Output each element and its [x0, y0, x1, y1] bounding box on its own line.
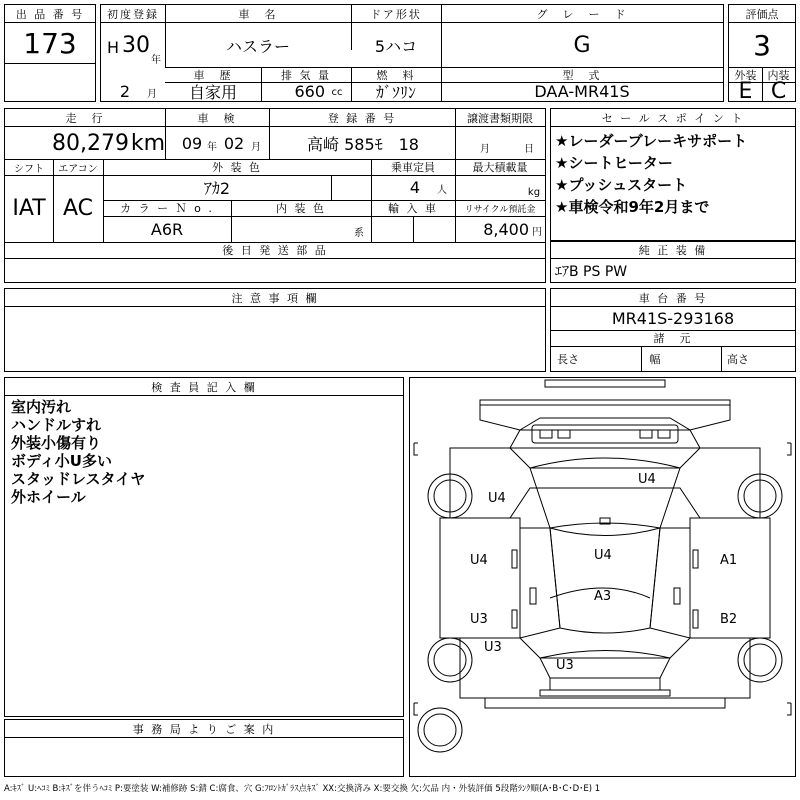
length-label: 長さ — [557, 353, 579, 366]
damage-diagram — [409, 377, 796, 777]
fuel-label: 燃 料 — [376, 68, 416, 82]
inspector-note: ハンドルすれ — [11, 416, 102, 434]
damage-mark: U3 — [470, 612, 488, 627]
notes-box — [4, 288, 546, 372]
detail-box — [4, 108, 546, 283]
later-parts-label: 後 日 発 送 部 品 — [222, 244, 328, 257]
aircon-value: AC — [62, 196, 94, 221]
plate-label: 登 録 番 号 — [327, 111, 397, 125]
capacity-value: 4 — [409, 178, 421, 197]
inspection-year-suffix: 年 — [207, 141, 217, 153]
sales-points-box — [550, 108, 796, 241]
recycle-label: リサイクル預託金 — [464, 204, 536, 215]
ext-color-value: ｱｶ2 — [203, 179, 231, 198]
inspector-label: 検 査 員 記 入 欄 — [151, 380, 257, 394]
dims-label: 諸 元 — [653, 332, 693, 345]
int-color-suffix: 系 — [354, 227, 364, 239]
month-suffix: 月 — [147, 88, 157, 100]
score-box — [728, 4, 796, 102]
inspector-note: 外ホイール — [11, 488, 86, 506]
int-color-label: 内 装 色 — [276, 202, 326, 215]
month-value: 2 — [119, 82, 131, 101]
inspector-notes — [11, 398, 145, 506]
door-label: ドア形状 — [370, 7, 422, 21]
damage-mark: U4 — [488, 491, 506, 506]
color-no-value: A6R — [150, 219, 184, 239]
era-value: H — [106, 37, 120, 57]
inspector-note: ボディ小U多い — [11, 452, 112, 470]
lot-box — [4, 4, 96, 102]
inspector-note: 室内汚れ — [11, 398, 72, 416]
shift-label: シフト — [14, 163, 44, 175]
score-value: 3 — [753, 28, 771, 62]
interior-label: 内装 — [767, 68, 790, 82]
model-type-label: 型 式 — [562, 68, 602, 82]
recycle-unit: 円 — [532, 226, 542, 238]
door-value: 5ハコ — [374, 36, 418, 56]
fuel-value: ｶﾞｿﾘﾝ — [375, 83, 416, 102]
max-load-label: 最大積載量 — [472, 161, 528, 174]
lot-number: 173 — [23, 26, 77, 60]
first-reg-label: 初度登録 — [107, 7, 159, 21]
history-label: 車 歴 — [193, 68, 233, 82]
recycle-value: 8,400 — [483, 219, 529, 239]
damage-mark: U4 — [638, 472, 656, 487]
genuine-box — [550, 241, 796, 283]
damage-mark: A3 — [594, 589, 612, 604]
width-label: 幅 — [649, 353, 661, 366]
plate-value: 高崎 585ﾓ 18 — [307, 134, 419, 154]
grade-label: グ レ ー ド — [536, 7, 628, 21]
shift-value: IAT — [12, 196, 46, 221]
sales-point-item: ★プッシュスタート — [555, 176, 688, 194]
aircon-label: エアコン — [58, 163, 98, 175]
capacity-unit: 人 — [437, 184, 447, 196]
notes-label: 注 意 事 項 欄 — [231, 291, 319, 305]
office-label: 事 務 局 よ り ご 案 内 — [132, 722, 276, 736]
inspection-month: 02 — [223, 133, 245, 153]
damage-mark: A1 — [720, 553, 738, 568]
damage-mark: B2 — [720, 612, 738, 627]
chassis-value: MR41S-293168 — [611, 308, 735, 328]
car-name-value: ハスラー — [225, 36, 290, 56]
damage-mark: U3 — [484, 640, 502, 655]
displacement-unit: cc — [331, 86, 343, 98]
exterior-grade: E — [738, 79, 753, 104]
score-label: 評価点 — [745, 7, 779, 21]
capacity-label: 乗車定員 — [391, 161, 435, 174]
year-value: 30 — [122, 32, 150, 58]
chassis-label: 車 台 番 号 — [638, 291, 708, 305]
year-suffix: 年 — [151, 54, 161, 66]
inspector-note: 外装小傷有り — [11, 434, 102, 452]
lot-label: 出 品 番 号 — [15, 7, 85, 21]
sales-points-list — [555, 130, 747, 218]
transfer-month: 月 — [480, 143, 490, 155]
color-no-label: カ ラ ー Ｎ o . — [120, 202, 214, 215]
mileage-value: 80,279 — [52, 130, 129, 156]
mileage-unit: km — [130, 130, 166, 156]
legend-text: A:ｷｽﾞ U:ﾍｺﾐ B:ｷｽﾞを伴うﾍｺﾐ P:要塗装 W:補修跡 S:錆 C:腐食、穴 G:ﾌﾛﾝﾄｶﾞﾗｽ点ｷｽﾞ XX:交換済み X:要交換 欠:欠品 内・外装評価 5段階ﾗﾝｸ順(A･B･C･D･E) 1 — [4, 784, 601, 794]
sales-point-item: ★レーダーブレーキサポート — [555, 132, 748, 150]
car-outline — [410, 378, 795, 776]
mileage-label: 走 行 — [65, 111, 105, 125]
sales-point-item: ★シートヒーター — [555, 154, 673, 172]
inspector-box — [4, 377, 404, 717]
model-type-value: DAA-MR41S — [534, 82, 630, 101]
chassis-box — [550, 288, 796, 372]
interior-grade: C — [770, 79, 787, 104]
history-value: 自家用 — [188, 83, 237, 102]
grade-value: G — [573, 32, 591, 58]
transfer-label: 譲渡書類期限 — [467, 111, 533, 125]
inspection-month-suffix: 月 — [251, 141, 261, 153]
vehicle-info-box — [100, 4, 724, 102]
damage-mark: U3 — [556, 658, 574, 673]
transfer-day: 日 — [524, 143, 534, 155]
sales-point-item: ★車検令和9年2月まで — [555, 198, 710, 216]
height-label: 高さ — [727, 353, 749, 366]
sales-points-label: セ ー ル ス ポ イ ン ト — [601, 111, 745, 125]
office-box — [4, 719, 404, 777]
exterior-label: 外装 — [734, 68, 757, 82]
displacement-label: 排 気 量 — [281, 68, 331, 82]
load-unit: kg — [527, 186, 541, 198]
displacement-value: 660 — [294, 82, 325, 101]
damage-mark: U4 — [470, 553, 488, 568]
damage-mark: U4 — [594, 548, 612, 563]
inspector-note: スタッドレスタイヤ — [11, 470, 146, 488]
ext-color-label: 外 装 色 — [212, 161, 262, 174]
genuine-value: ｴｱB PS PW — [555, 263, 628, 280]
genuine-label: 純 正 装 備 — [638, 244, 708, 257]
import-label: 輸 入 車 — [388, 202, 438, 215]
inspection-year: 09 — [181, 133, 203, 153]
inspection-label: 車 検 — [197, 111, 237, 125]
car-name-label: 車 名 — [238, 7, 278, 21]
